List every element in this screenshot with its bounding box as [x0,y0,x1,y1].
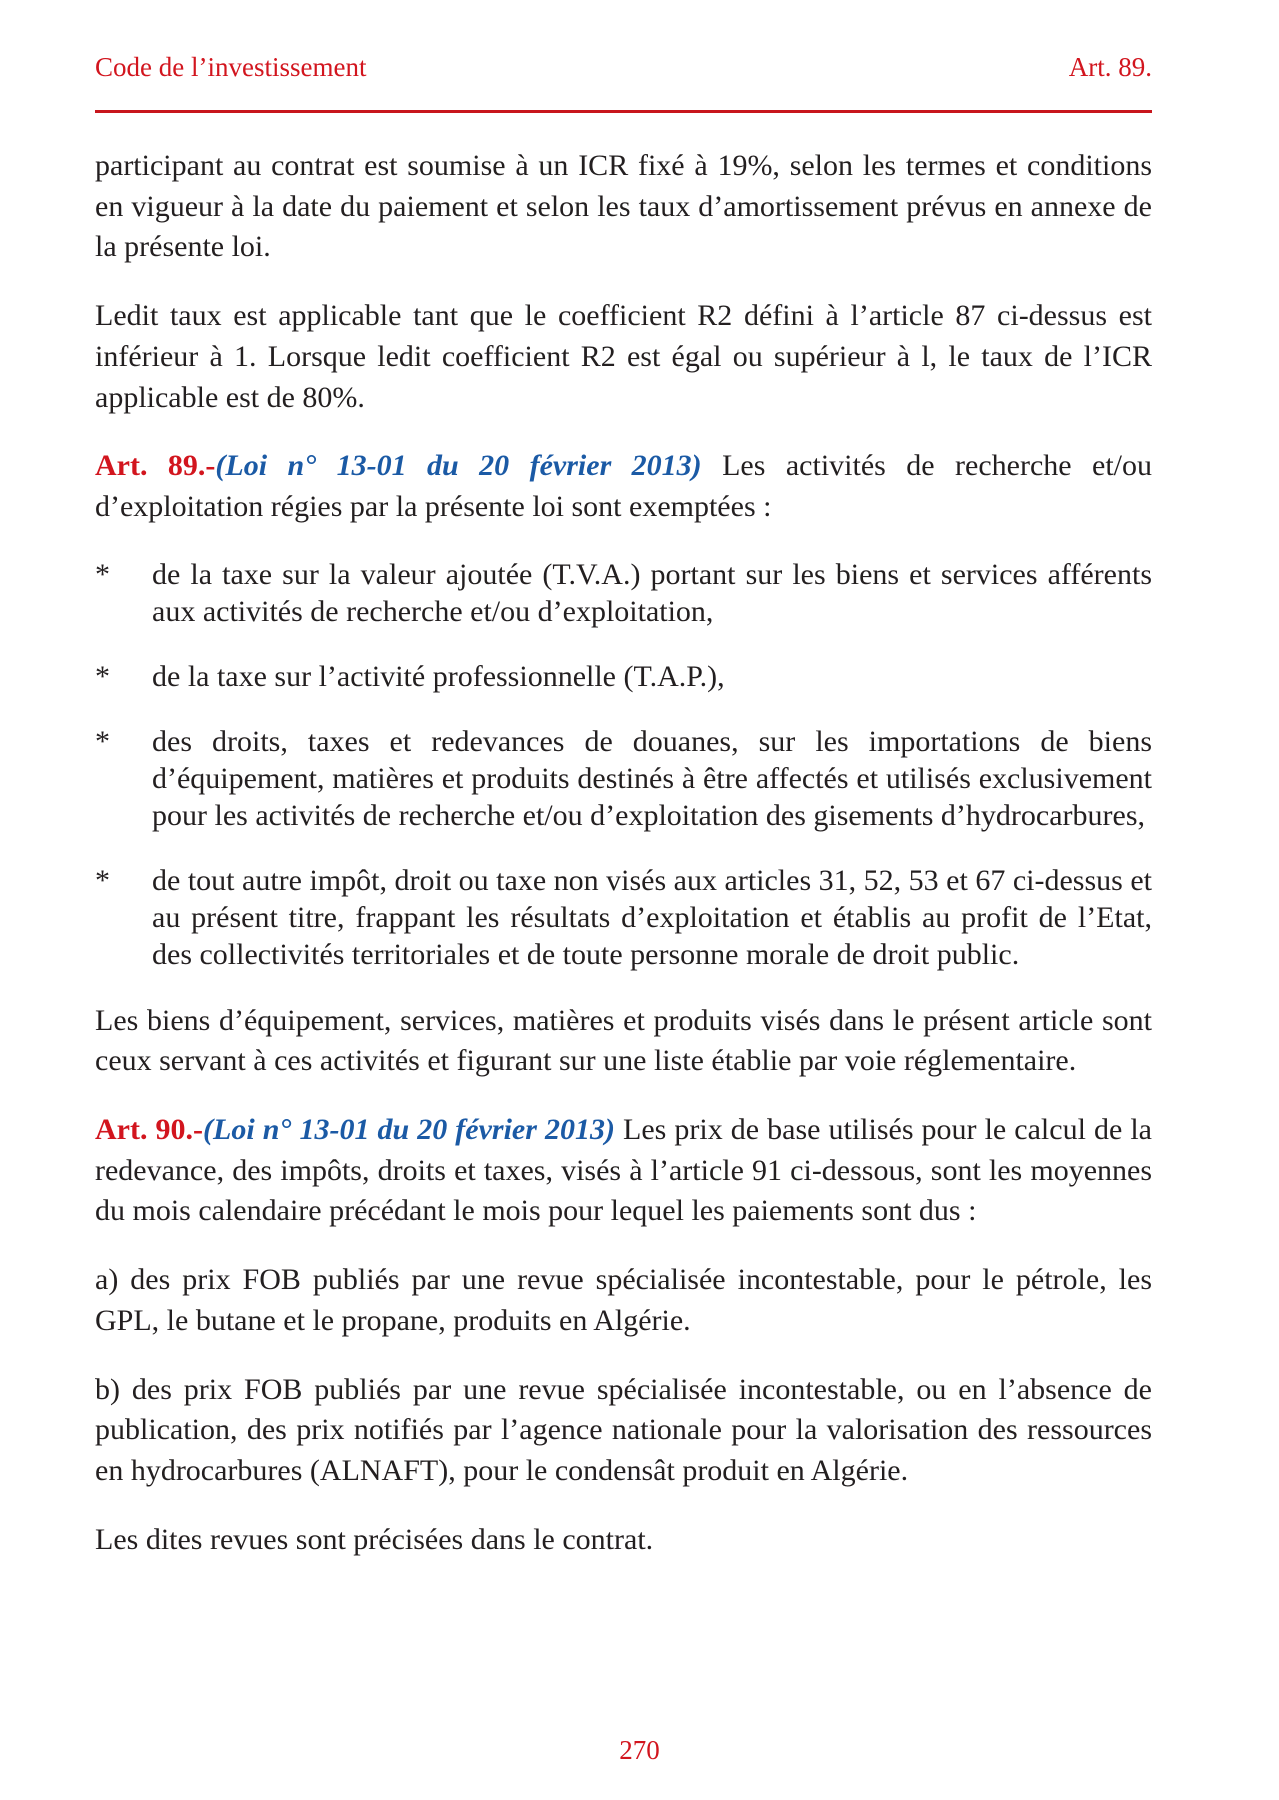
paragraph-b: b) des prix FOB publiés par une revue spécialisée incontestable, ou en l’absence de publication, des prix notifiés par l’agence nationale pour la valorisation des ressources en hydrocarbures (ALNAFT), pour le condensât produit en Algérie. [95,1372,1152,1487]
article-90 [95,1110,1152,1232]
list-item-text: de la taxe sur l’activité professionnelle (T.A.P.), [152,659,725,693]
article-dash: - [193,1113,204,1147]
list-item [95,862,1152,973]
list-item [95,556,1152,630]
page-body [95,146,1152,1588]
paragraph: participant au contrat est soumise à un ICR fixé à 19%, selon les termes et conditions en vigueur à la date du paiement et selon les taux d’amortissement prévus en annexe de la présente loi. [95,149,1152,264]
law-reference: (Loi n° 13-01 du 20 février 2013) [203,1113,615,1147]
header-rule [95,110,1152,113]
article-89 [95,446,1152,527]
list-item-text: des droits, taxes et redevances de douanes, sur les importations de biens d’équipement, matières et produits destinés à être affectés et utilisés exclusivement pour les activités de recherche et/ou d’exploitation des gisements d’hydrocarbures, [152,724,1152,832]
paragraph: Ledit taux est applicable tant que le coefficient R2 défini à l’article 87 ci-dessus est inférieur à 1. Lorsque ledit coefficient R2 est égal ou supérieur à l, le taux de l’ICR applicable est de 80%. [95,299,1152,414]
list-item-text: de tout autre impôt, droit ou taxe non visés aux articles 31, 52, 53 et 67 ci-dessus et au présent titre, frappant les résultats d’exploitation et établis au profit de l’Etat, des collectivités territoriales et de toute personne morale de droit public. [152,863,1152,971]
running-header-article: Art. 89. [1068,52,1152,82]
article-label: Art. 90. [95,1113,194,1147]
article-dash: - [205,449,216,483]
paragraph: Les dites revues sont précisées dans le contrat. [95,1522,654,1556]
list-item [95,723,1152,834]
paragraph: Les biens d’équipement, services, matières et produits visés dans le présent article sont ceux servant à ces activités et figurant sur une liste établie par voie réglementaire. [95,1003,1152,1078]
article-text: Les activités de recherche et/ou d’exploitation régies par la présente loi sont exemptées : [95,449,1152,523]
bullet-star: * [95,557,110,591]
bullet-star: * [95,659,110,693]
page-number: 270 [619,1735,660,1765]
article-text: Les prix de base utilisés pour le calcul de la redevance, des impôts, droits et taxes, visés à l’article 91 ci-dessous, sont les moyennes du mois calendaire précédant le mois pour lequel les paiements sont dus : [95,1113,1152,1228]
list-item [95,658,1152,695]
bullet-star: * [95,724,110,758]
article-label: Art. 89. [95,449,206,483]
list-item-text: de la taxe sur la valeur ajoutée (T.V.A.) portant sur les biens et services afférents aux activités de recherche et/ou d’exploitation, [152,557,1152,628]
running-header-title: Code de l’investissement [95,52,367,82]
law-reference: (Loi n° 13-01 du 20 février 2013) [215,449,702,483]
bullet-star: * [95,863,110,897]
paragraph-a: a) des prix FOB publiés par une revue spécialisée incontestable, pour le pétrole, les GPL, le butane et le propane, produits en Algérie. [95,1263,1152,1337]
